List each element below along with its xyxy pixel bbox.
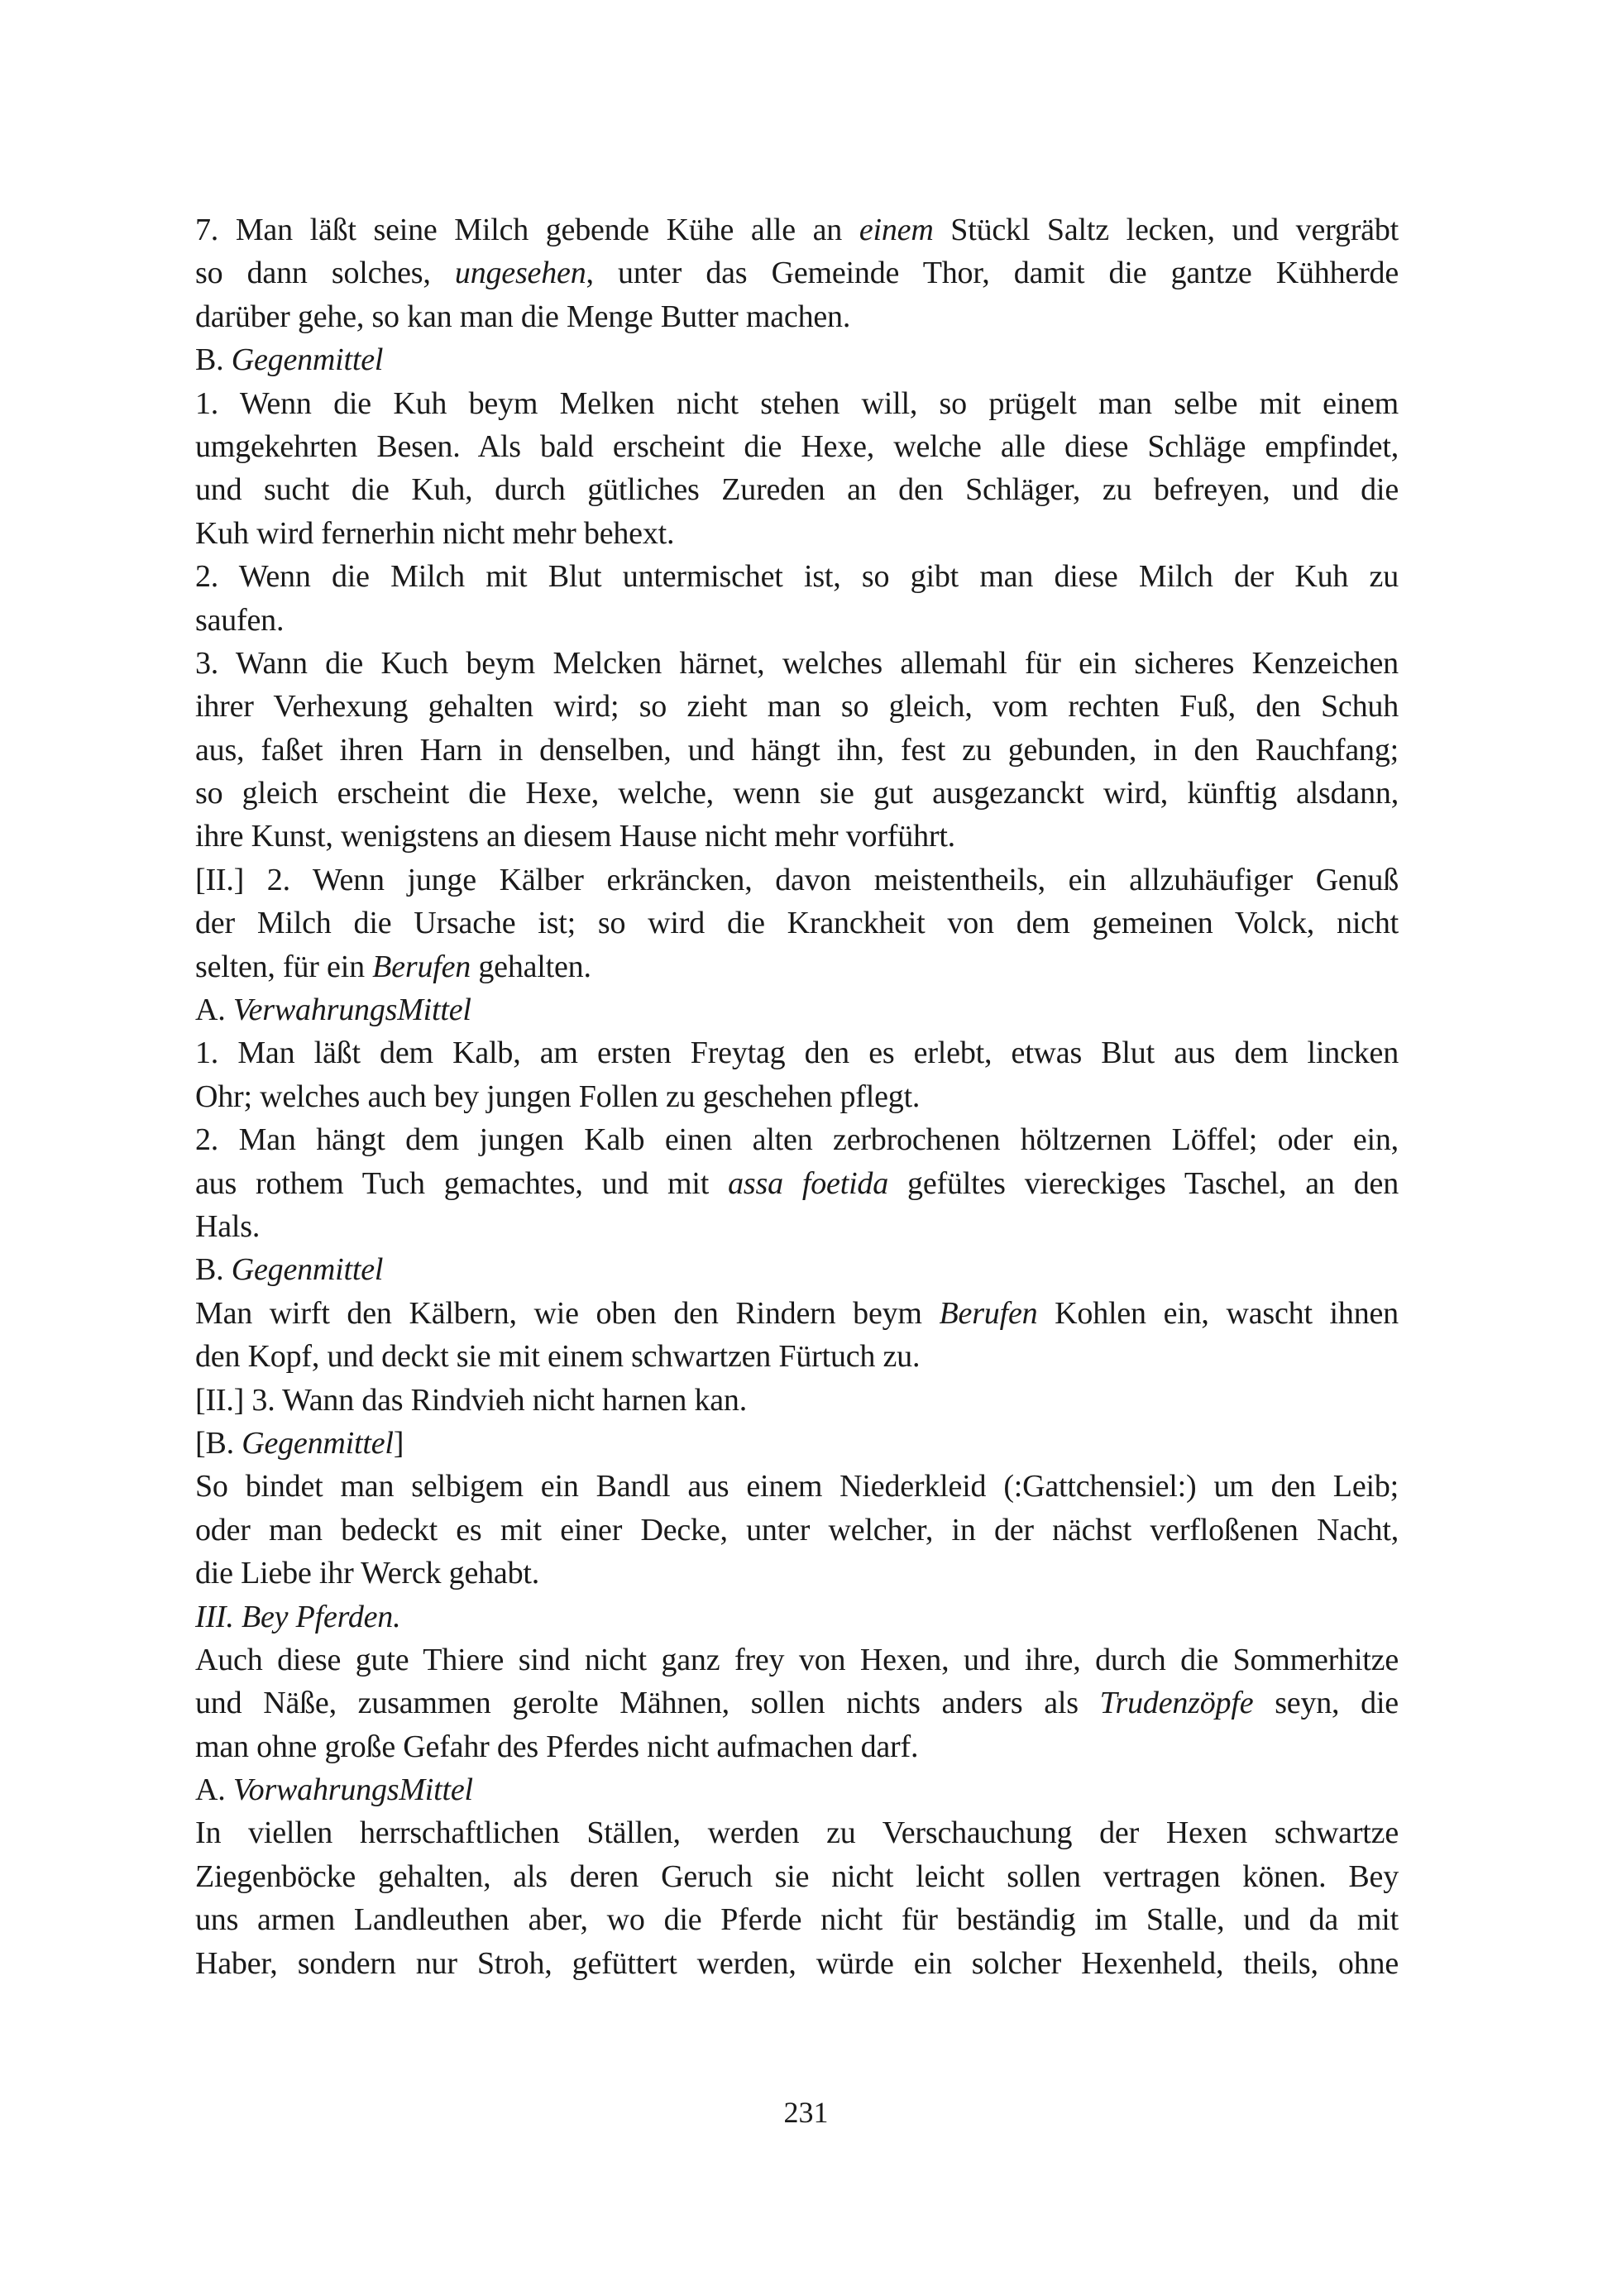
text-run: , unter das Gemeinde Thor, damit die gantze Kühherde — [586, 256, 1399, 291]
text-line — [195, 1162, 1399, 1205]
text-run: [B. — [195, 1425, 242, 1461]
text-line — [195, 1725, 1399, 1768]
text-run: Haber, sondern nur Stroh, gefüttert werden, würde ein solcher Hexenheld, theils, ohne — [195, 1945, 1399, 1981]
text-run: Kuh wird fernerhin nicht mehr behext. — [195, 515, 675, 551]
italic-text: VorwahrungsMittel — [232, 1772, 473, 1808]
text-line — [195, 1811, 1399, 1854]
text-run: [II.] 2. Wenn junge Kälber erkräncken, davon meistentheils, ein allzuhäufiger Genuß — [195, 862, 1399, 897]
text-run: B. — [195, 1252, 232, 1288]
text-line — [195, 251, 1399, 294]
text-line — [195, 1942, 1399, 1985]
text-line — [195, 1768, 1399, 1811]
text-run: Ohr; welches auch bey jungen Follen zu geschehen pflegt. — [195, 1079, 921, 1114]
text-run: 2. Man hängt dem jungen Kalb einen alten zerbrochenen höltzernen Löffel; oder ein, — [195, 1122, 1399, 1158]
text-line — [195, 1422, 1399, 1465]
text-run: seyn, die — [1253, 1686, 1399, 1721]
italic-text: Gegenmittel — [231, 342, 384, 378]
text-run: Kohlen ein, wascht ihnen — [1037, 1295, 1399, 1331]
text-line — [195, 1465, 1399, 1508]
text-run: A. — [195, 1772, 233, 1808]
text-line — [195, 1031, 1399, 1074]
text-line — [195, 1335, 1399, 1378]
text-run: saufen. — [195, 602, 285, 638]
text-run: So bindet man selbigem ein Bandl aus einem Niederkleid (:Gattchensiel:) um den Leib; — [195, 1469, 1399, 1504]
text-run: gehalten. — [471, 949, 591, 984]
text-run: den Kopf, und deckt sie mit einem schwartzen Fürtuch zu. — [195, 1339, 921, 1375]
text-run: oder man bedeckt es mit einer Decke, unter welcher, in der nächst verfloßenen Nacht, — [195, 1512, 1399, 1547]
text-run: darüber gehe, so kan man die Menge Butter machen. — [195, 299, 851, 334]
text-line — [195, 1075, 1399, 1118]
text-line — [195, 382, 1399, 425]
text-run: Man wirft den Kälbern, wie oben den Rindern beym — [195, 1295, 940, 1331]
text-run: aus, faßet ihren Harn in denselben, und hängt ihn, fest zu gebunden, in den Rauchfang; — [195, 732, 1399, 768]
text-line — [195, 1898, 1399, 1941]
text-run: 1. Man läßt dem Kalb, am ersten Freytag den es erlebt, etwas Blut aus dem lincken — [195, 1036, 1399, 1071]
text-run: ] — [393, 1425, 404, 1461]
italic-text: Berufen — [939, 1295, 1038, 1331]
text-line — [195, 1552, 1399, 1595]
text-line — [195, 468, 1399, 511]
text-line — [195, 685, 1399, 728]
text-line — [195, 555, 1399, 598]
italic-text: assa foetida — [728, 1165, 889, 1201]
text-run: gefültes viereckiges Taschel, an den — [888, 1165, 1399, 1201]
page-body — [195, 208, 1399, 1985]
text-line — [195, 1638, 1399, 1681]
text-line — [195, 988, 1399, 1031]
text-line — [195, 859, 1399, 902]
italic-text: VerwahrungsMittel — [232, 993, 471, 1028]
text-run: B. — [195, 342, 232, 378]
italic-text: III. Bey Pferden. — [195, 1599, 401, 1634]
text-run: 2. Wenn die Milch mit Blut untermischet ist, so gibt man diese Milch der Kuh zu — [195, 559, 1399, 595]
text-line — [195, 1595, 1399, 1638]
text-run: man ohne große Gefahr des Pferdes nicht aufmachen darf. — [195, 1729, 919, 1764]
italic-text: Berufen — [372, 949, 471, 984]
italic-text: Gegenmittel — [231, 1252, 384, 1288]
text-run: uns armen Landleuthen aber, wo die Pferde nicht für beständig im Stalle, und da mit — [195, 1902, 1399, 1938]
italic-text: Trudenzöpfe — [1099, 1686, 1254, 1721]
text-line — [195, 729, 1399, 772]
text-line — [195, 295, 1399, 338]
text-run: A. — [195, 993, 233, 1028]
text-run: so gleich erscheint die Hexe, welche, wenn sie gut ausgezanckt wird, künftig alsdann, — [195, 776, 1399, 811]
text-line — [195, 945, 1399, 988]
text-line — [195, 815, 1399, 858]
italic-text: einem — [859, 213, 934, 247]
text-line — [195, 902, 1399, 945]
text-run: 1. Wenn die Kuh beym Melken nicht stehen will, so prügelt man selbe mit einem — [195, 385, 1399, 421]
text-run: ihrer Verhexung gehalten wird; so zieht man so gleich, vom rechten Fuß, den Schuh — [195, 689, 1399, 725]
text-run: [II.] 3. Wann das Rindvieh nicht harnen kan. — [195, 1382, 748, 1418]
text-line — [195, 1379, 1399, 1422]
text-run: die Liebe ihr Werck gehabt. — [195, 1556, 540, 1591]
italic-text: Gegenmittel — [242, 1425, 394, 1461]
text-line — [195, 1509, 1399, 1552]
text-run: 7. Man läßt seine Milch gebende Kühe alle an — [195, 213, 859, 247]
text-run: aus rothem Tuch gemachtes, und mit — [195, 1165, 729, 1201]
page-number: 231 — [783, 2096, 829, 2129]
text-run: Hals. — [195, 1208, 261, 1244]
text-line — [195, 772, 1399, 815]
text-run: 3. Wann die Kuch beym Melcken härnet, welches allemahl für ein sicheres Kenzeichen — [195, 645, 1399, 681]
text-line — [195, 1118, 1399, 1161]
text-line — [195, 1292, 1399, 1335]
text-run: und sucht die Kuh, durch gütliches Zureden an den Schläger, zu befreyen, und die — [195, 472, 1399, 508]
text-line — [195, 512, 1399, 555]
text-run: Auch diese gute Thiere sind nicht ganz frey von Hexen, und ihre, durch die Sommerhitze — [195, 1642, 1399, 1677]
text-line — [195, 208, 1399, 251]
text-line — [195, 599, 1399, 642]
text-run: und Näße, zusammen gerolte Mähnen, sollen nichts anders als — [195, 1686, 1100, 1721]
text-run: so dann solches, — [195, 256, 455, 291]
text-line — [195, 1248, 1399, 1291]
text-run: Ziegenböcke gehalten, als deren Geruch sie nicht leicht sollen vertragen könen. Bey — [195, 1858, 1399, 1894]
text-run: ihre Kunst, wenigstens an diesem Hause nicht mehr vorführt. — [195, 819, 955, 854]
text-run: umgekehrten Besen. Als bald erscheint die Hexe, welche alle diese Schläge empfindet, — [195, 428, 1399, 464]
text-line — [195, 338, 1399, 381]
text-line — [195, 1681, 1399, 1724]
text-line — [195, 1205, 1399, 1248]
text-run: In viellen herrschaftlichen Ställen, werden zu Verschauchung der Hexen schwartze — [195, 1815, 1399, 1851]
text-run: Stückl Saltz lecken, und vergräbt — [933, 213, 1399, 247]
italic-text: ungesehen — [454, 256, 586, 291]
text-line — [195, 1855, 1399, 1898]
text-run: selten, für ein — [195, 949, 373, 984]
text-line — [195, 425, 1399, 468]
text-run: der Milch die Ursache ist; so wird die Kranckheit von dem gemeinen Volck, nicht — [195, 906, 1399, 941]
text-line — [195, 642, 1399, 685]
